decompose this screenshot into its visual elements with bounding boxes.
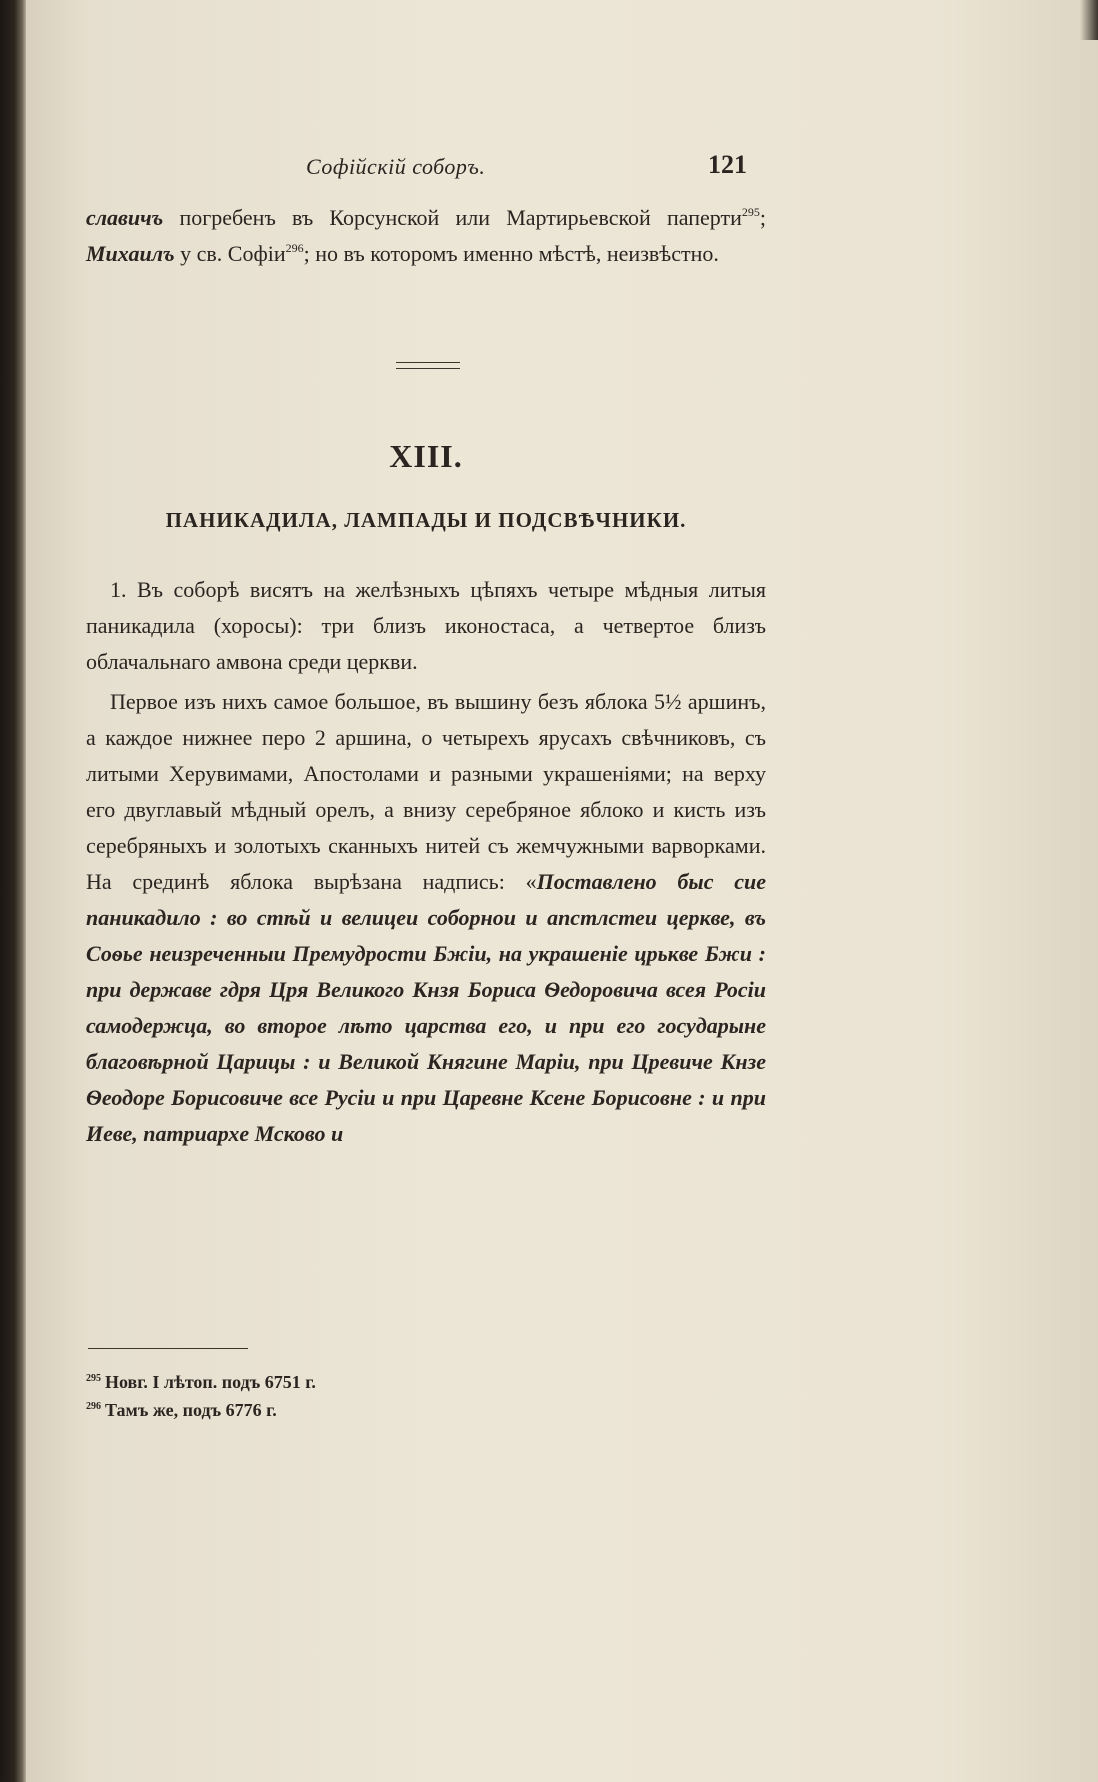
footnote-ref: 295 (741, 205, 760, 219)
text-run: погребенъ въ Корсунской или Мартирьевской паперти (163, 205, 742, 230)
book-binding-shadow (0, 0, 26, 1782)
opening-paragraph-text (86, 200, 766, 272)
footnote-rule (88, 1348, 248, 1349)
footnote (86, 1396, 766, 1424)
italic-text: Михаилъ (86, 241, 175, 266)
footnote-text: Тамъ же, подъ 6776 г. (105, 1400, 277, 1420)
body-paragraph (86, 572, 766, 680)
text-run: ; но въ которомъ именно мѣстѣ, неизвѣстно. (303, 241, 719, 266)
text-run: Первое изъ нихъ самое большое, въ вышину безъ яблока 5½ аршинъ, а каждое нижнее перо 2 аршина, о четырехъ ярусахъ свѣчниковъ, съ литыми Херувимами, Апостолами и разными украшеніями; на верху его двуглавый мѣдный орелъ, а внизу серебряное яблоко и кисть изъ серебряныхъ и золотыхъ сканныхъ нитей съ жемчужными варворками. На срединѣ яблока вырѣзана надпись: « (86, 689, 766, 894)
body-paragraph (86, 684, 766, 1152)
text-run: 1. Въ соборѣ висятъ на желѣзныхъ цѣпяхъ четыре мѣдныя литыя паникадила (хоросы): три близъ иконостаса, а четвертое близъ облачальнаго амвона среди церкви. (86, 577, 766, 674)
italic-text: славичъ (86, 205, 164, 230)
footnote-ref: 296 (285, 241, 304, 255)
page-edge-shadow (1080, 0, 1098, 40)
footnote (86, 1368, 766, 1396)
footnotes (86, 1368, 766, 1424)
page-number: 121 (708, 150, 747, 179)
text-run: ; (759, 205, 766, 230)
chapter-body (86, 572, 766, 1152)
chapter-number: XIII. (389, 438, 463, 474)
opening-paragraph (86, 200, 766, 272)
text-run: у св. Софіи (174, 241, 286, 266)
footnote-mark: 296 (86, 1401, 101, 1412)
chapter-title: ПАНИКАДИЛА, ЛАМПАДЫ И ПОДСВѢЧНИКИ. (165, 508, 687, 532)
footnote-mark: 295 (86, 1373, 101, 1384)
section-divider (396, 362, 460, 369)
footnote-text: Новг. I лѣтоп. подъ 6751 г. (105, 1372, 316, 1392)
italic-text: Поставлено быс сие паникадило : во стѣй и велицеи соборнои и апстлстеи церкве, въ Соѳье неизреченныи Премудрости Бжіи, на украшеніе црькве Бжи : при державе гдря Цря Великого Кнзя Бориса Ѳедоровича всея Росіи самодержца, во второе лѣто царства его, и при его государыне благовѣрной Царицы : и Великой Княгине Маріи, при Цревиче Кнзе Ѳеодоре Борисовиче все Русіи и при Царевне Ксене Борисовне : и при Иеве, патриархе Мсково и (86, 869, 766, 1146)
running-head-title: Софійскій соборъ. (306, 154, 486, 179)
running-head (26, 150, 1098, 190)
book-page (26, 0, 1098, 1782)
